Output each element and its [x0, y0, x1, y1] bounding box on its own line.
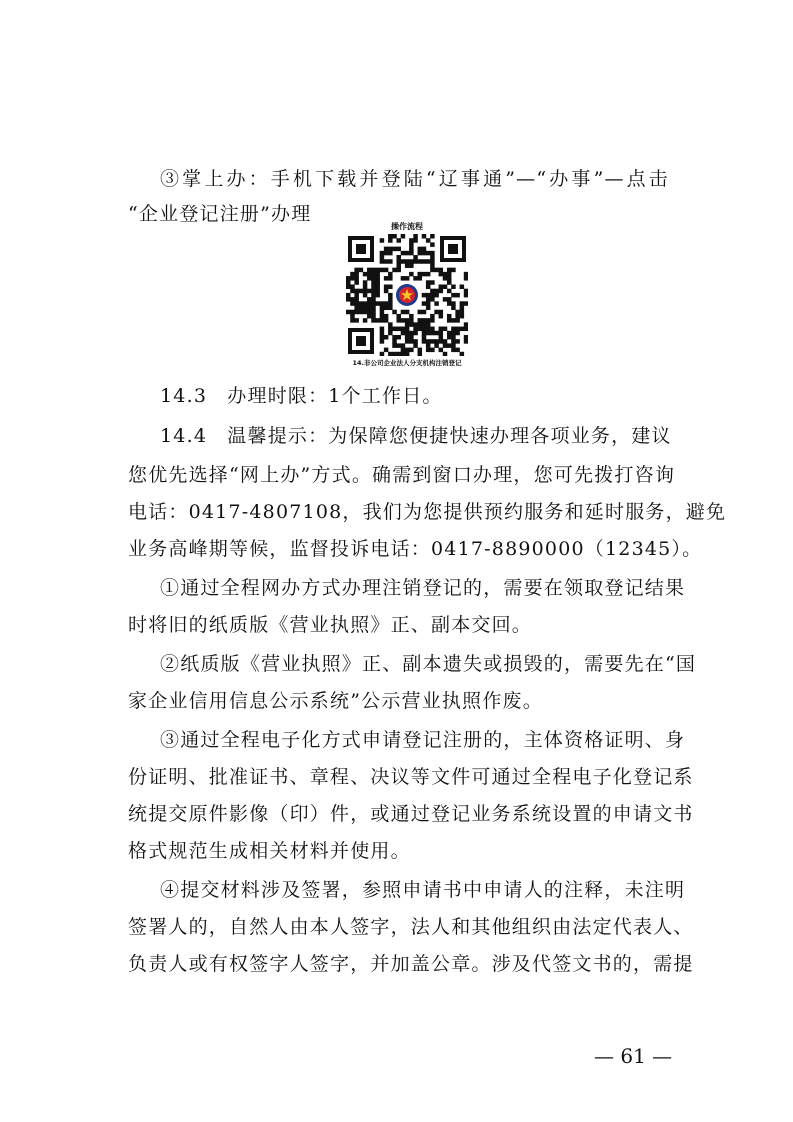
text-line-12: ③通过全程电子化方式申请登记注册的，主体资格证明、身 — [160, 729, 686, 751]
text-line-3: 14.3 办理时限：1个工作日。 — [160, 385, 443, 407]
qr-code-icon — [346, 234, 468, 356]
text-line-15: 格式规范生成相关材料并使用。 — [128, 840, 411, 862]
text-line-8: ①通过全程网办方式办理注销登记的，需要在领取登记结果 — [160, 577, 686, 599]
qr-code-block — [343, 222, 471, 370]
text-line-18: 负责人或有权签字人签字，并加盖公章。涉及代签文书的，需提 — [128, 953, 694, 975]
police-emblem-icon — [394, 282, 420, 308]
text-line-7: 业务高峰期等候，监督投诉电话：0417-8890000（12345）。 — [128, 538, 703, 560]
text-line-14: 统提交原件影像（印）件，或通过登记业务系统设置的申请文书 — [128, 803, 694, 825]
text-line-1: ③掌上办：手机下载并登陆“辽事通”—“办事”—点击 — [160, 168, 669, 190]
text-line-6: 电话：0417-4807108，我们为您提供预约服务和延时服务，避免 — [128, 501, 727, 523]
text-line-16: ④提交材料涉及签署，参照申请书中申请人的注释，未注明 — [160, 879, 686, 901]
text-line-10: ②纸质版《营业执照》正、副本遗失或损毁的，需要先在“国 — [160, 653, 697, 675]
text-line-5: 您优先选择“网上办”方式。确需到窗口办理，您可先拨打咨询 — [128, 464, 676, 486]
qr-title: 操作流程 — [391, 222, 423, 231]
text-line-17: 签署人的，自然人由本人签字，法人和其他组织由法定代表人、 — [128, 916, 694, 938]
text-line-4: 14.4 温馨提示：为保障您便捷快速办理各项业务，建议 — [160, 425, 672, 447]
text-line-13: 份证明、批准证书、章程、决议等文件可通过全程电子化登记系 — [128, 766, 694, 788]
text-line-2: “企业登记注册”办理 — [128, 203, 312, 225]
page-number: — 61 — — [594, 1044, 673, 1068]
qr-caption: 14.非公司企业法人分支机构注销登记 — [352, 359, 462, 367]
text-line-9: 时将旧的纸质版《营业执照》正、副本交回。 — [128, 614, 533, 636]
text-line-11: 家企业信用信息公示系统”公示营业执照作废。 — [128, 690, 543, 712]
